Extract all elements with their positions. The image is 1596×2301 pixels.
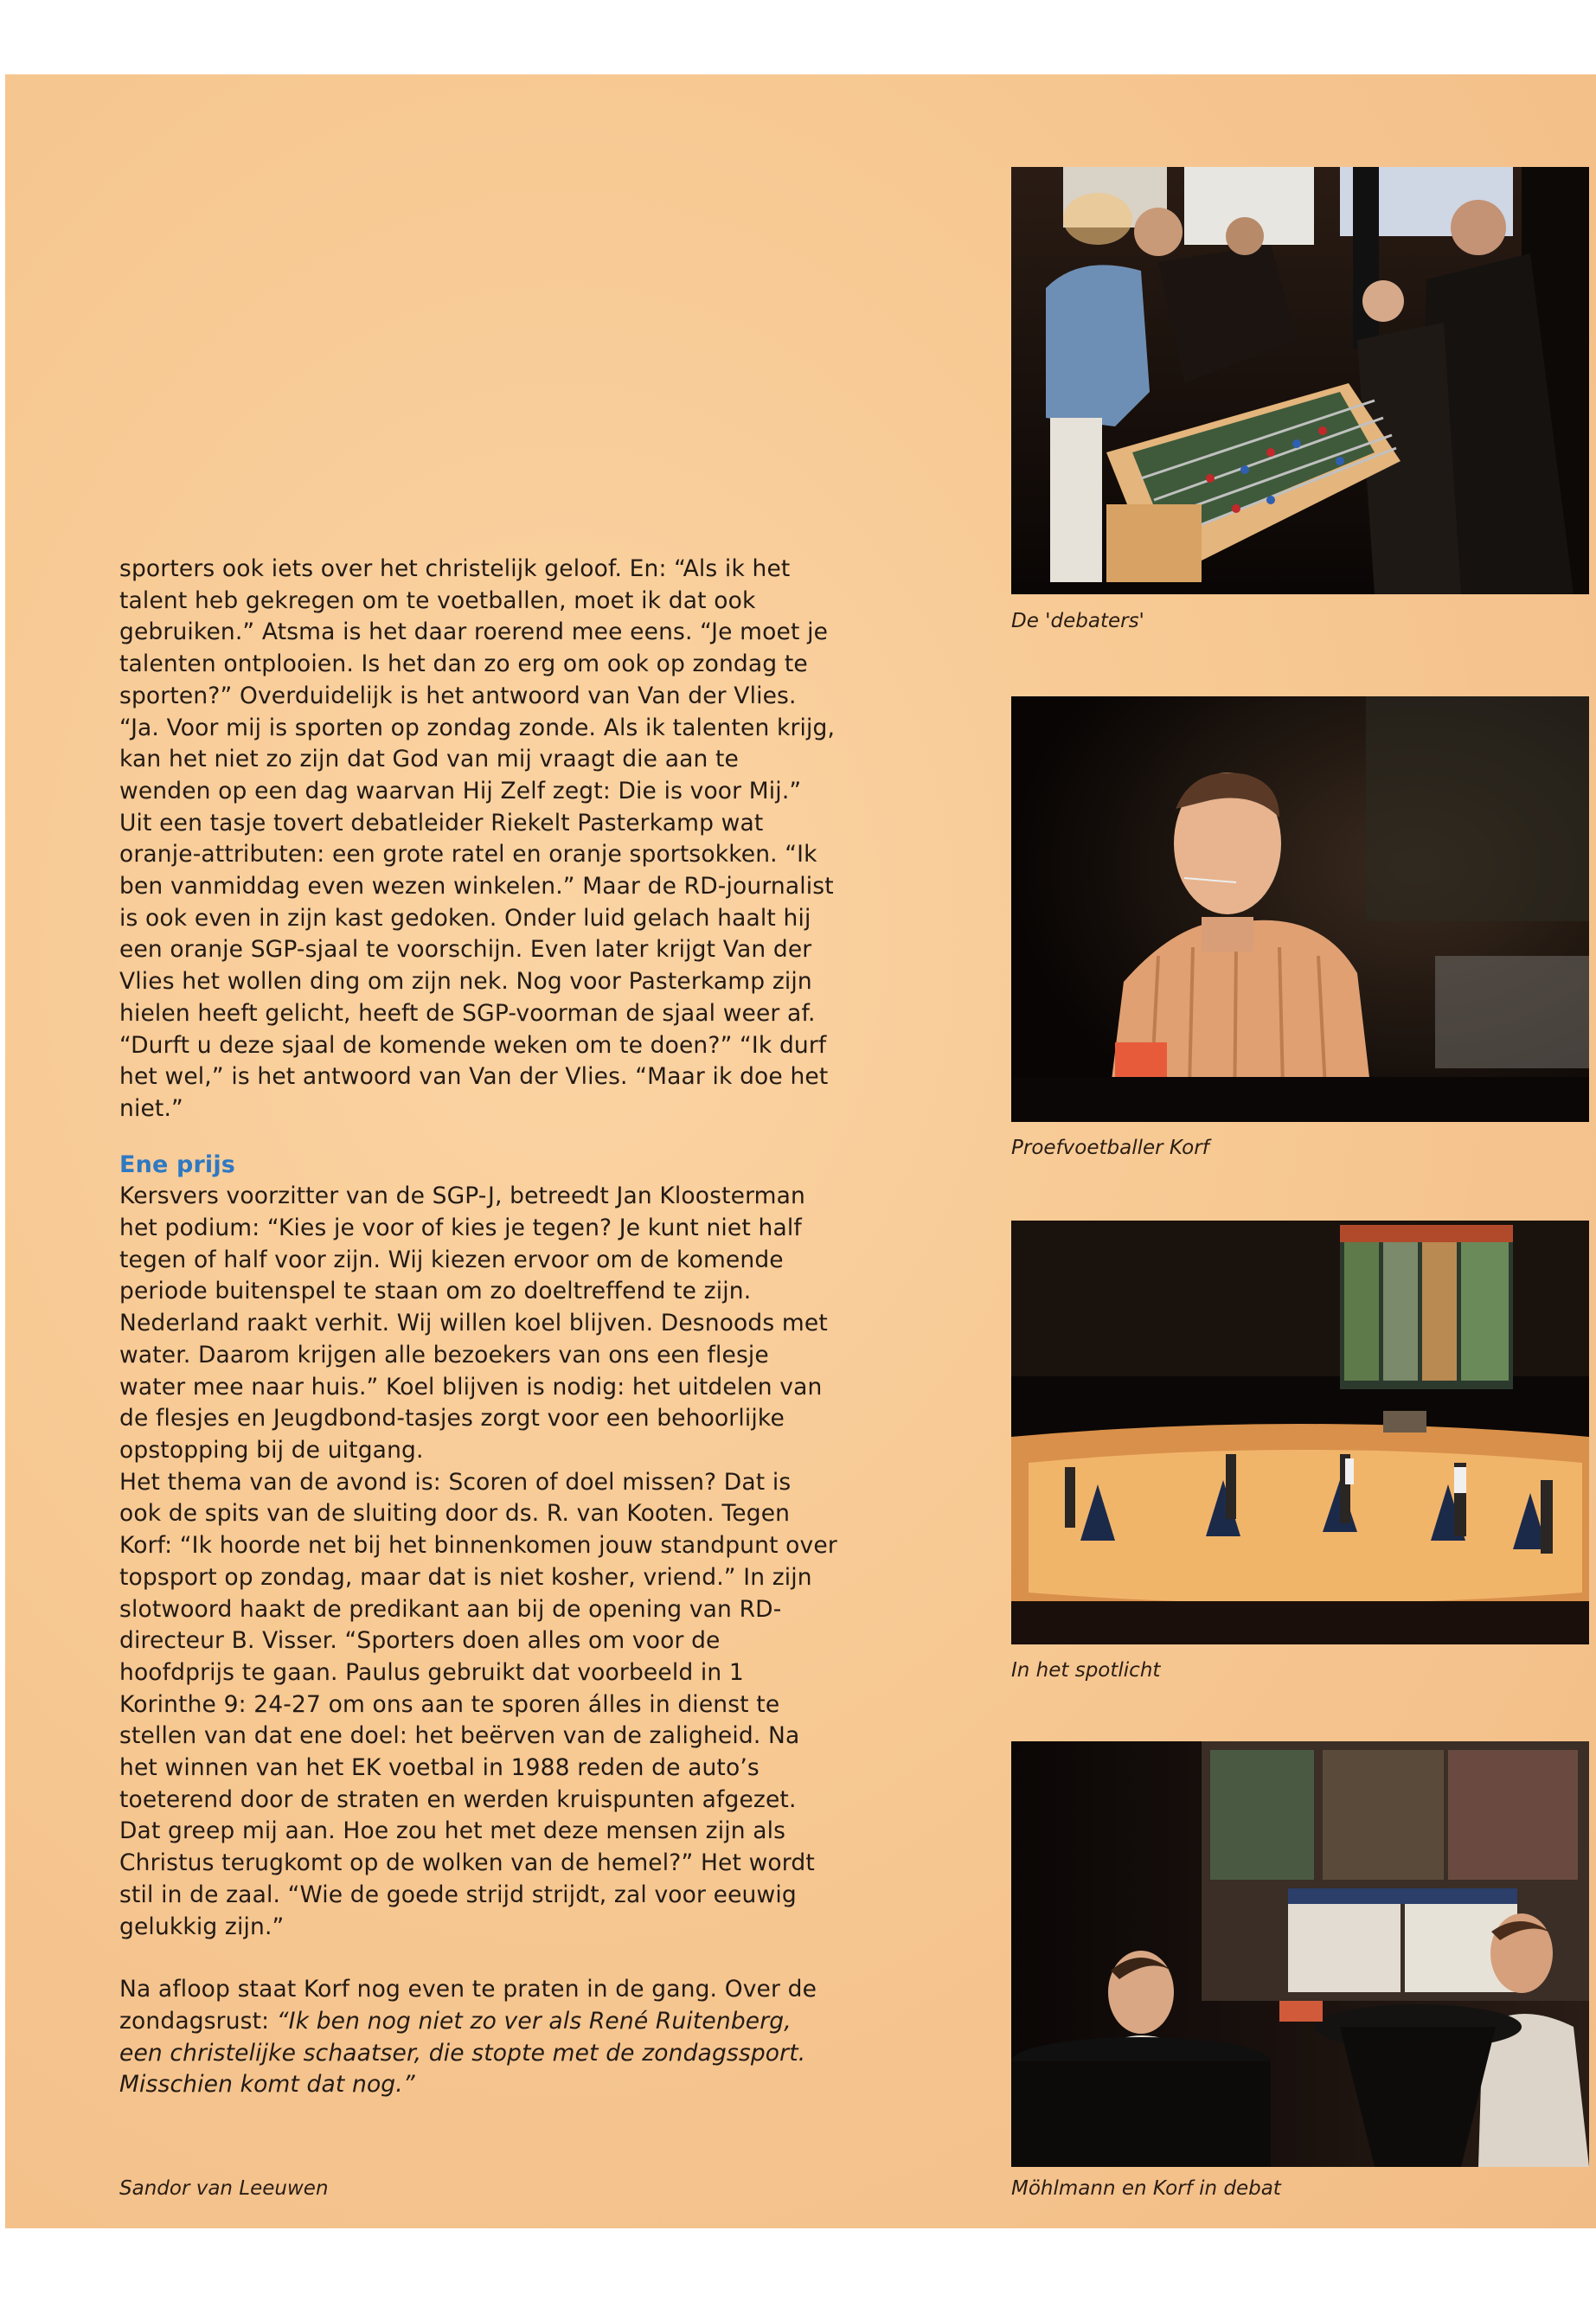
photo-korf (1011, 696, 1589, 1122)
closing-intro: Na afloop staat Korf nog even te praten in de gang. Over de zondagsrust: (119, 1976, 817, 2035)
photo-debaters (1011, 167, 1589, 594)
photo-korf-image (1011, 696, 1589, 1122)
section-heading: Ene prijs (119, 1150, 235, 1178)
photo-caption: De 'debaters' (1011, 610, 1144, 632)
photo-caption: Proefvoetballer Korf (1011, 1137, 1209, 1159)
photo-caption: In het spotlicht (1011, 1659, 1161, 1682)
author-byline: Sandor van Leeuwen (119, 2177, 329, 2200)
photo-debate-image (1011, 1741, 1589, 2167)
photo-spotlight (1011, 1221, 1589, 1644)
photo-debate (1011, 1741, 1589, 2167)
photo-debaters-image (1011, 167, 1589, 594)
closing-quote: “Ik ben nog niet zo ver als René Ruitenberg, een christelijke schaatser, die stopte met de zondagssport. Misschien komt dat nog.” (119, 2007, 806, 2099)
paragraph: sporters ook iets over het christelijk geloof. En: “Als ik het talent heb gekregen om te voetballen, moet ik dat ook gebruiken.” Atsma is het daar roerend mee eens. “Je moet je talenten ontplooien. Is het dan zo erg om ook op zondag te sporten?” Overduidelijk is het antwoord van Van der Vlies. “Ja. Voor mij is sporten op zondag zonde. Als ik talenten krijg, kan het niet zo zijn dat God van mij vraagt die aan te wenden op een dag waarvan Hij Zelf zegt: Die is voor Mij.” (119, 555, 836, 804)
photo-caption: Möhlmann en Korf in debat (1011, 2177, 1281, 2200)
photo-spotlight-image (1011, 1221, 1589, 1644)
article-body (119, 554, 837, 2101)
paragraph: Uit een tasje tovert debatleider Riekelt Pasterkamp wat oranje-attributen: een grote ratel en oranje sportsokken. “Ik ben vanmiddag even wezen winkelen.” Maar de RD-journalist is ook even in zijn kast gedoken. Onder luid gelach haalt hij een oranje SGP-sjaal te voorschijn. Even later krijgt Van der Vlies het wollen ding om zijn nek. Nog voor Pasterkamp zijn hielen heeft gelicht, heeft de SGP-voorman de sjaal weer af. “Durft u deze sjaal de komende weken om te doen?” “Ik durf het wel,” is het antwoord van Van der Vlies. “Maar ik doe het niet.” (119, 809, 834, 1122)
paragraph: Het thema van de avond is: Scoren of doel missen? Dat is ook de spits van de sluiting door ds. R. van Kooten. Tegen Korf: “Ik hoorde net bij het binnenkomen jouw standpunt over topsport op zondag, maar dat is niet kosher, vriend.” In zijn slotwoord haakt de predikant aan bij de opening van RD-directeur B. Visser. “Sporters doen alles om voor de hoofdprijs te gaan. Paulus gebruikt dat voorbeeld in 1 Korinthe 9: 24-27 om ons aan te sporen álles in dienst te stellen van dat ene doel: het beërven van de zaligheid. Na het winnen van het EK voetbal in 1988 reden de auto’s toeterend door de straten en werden kruispunten afgezet. Dat greep mij aan. Hoe zou het met deze mensen zijn als Christus terugkomt op de wolken van de hemel?” Het wordt stil in de zaal. “Wie de goede strijd strijdt, zal voor eeuwig gelukkig zijn.” (119, 1468, 837, 1940)
closing-paragraph (119, 1974, 837, 2101)
paragraph: Kersvers voorzitter van de SGP-J, betreedt Jan Kloosterman het podium: “Kies je voor of kies je tegen? Je kunt niet half tegen of half voor zijn. Wij kiezen ervoor om de komende periode buitenspel te staan om zo doeltreffend te zijn. Nederland raakt verhit. Wij willen koel blijven. Desnoods met water. Daarom krijgen alle bezoekers van ons een flesje water mee naar huis.” Koel blijven is nodig: het uitdelen van de flesjes en Jeugdbond-tasjes zorgt voor een behoorlijke opstopping bij de uitgang. (119, 1183, 828, 1464)
